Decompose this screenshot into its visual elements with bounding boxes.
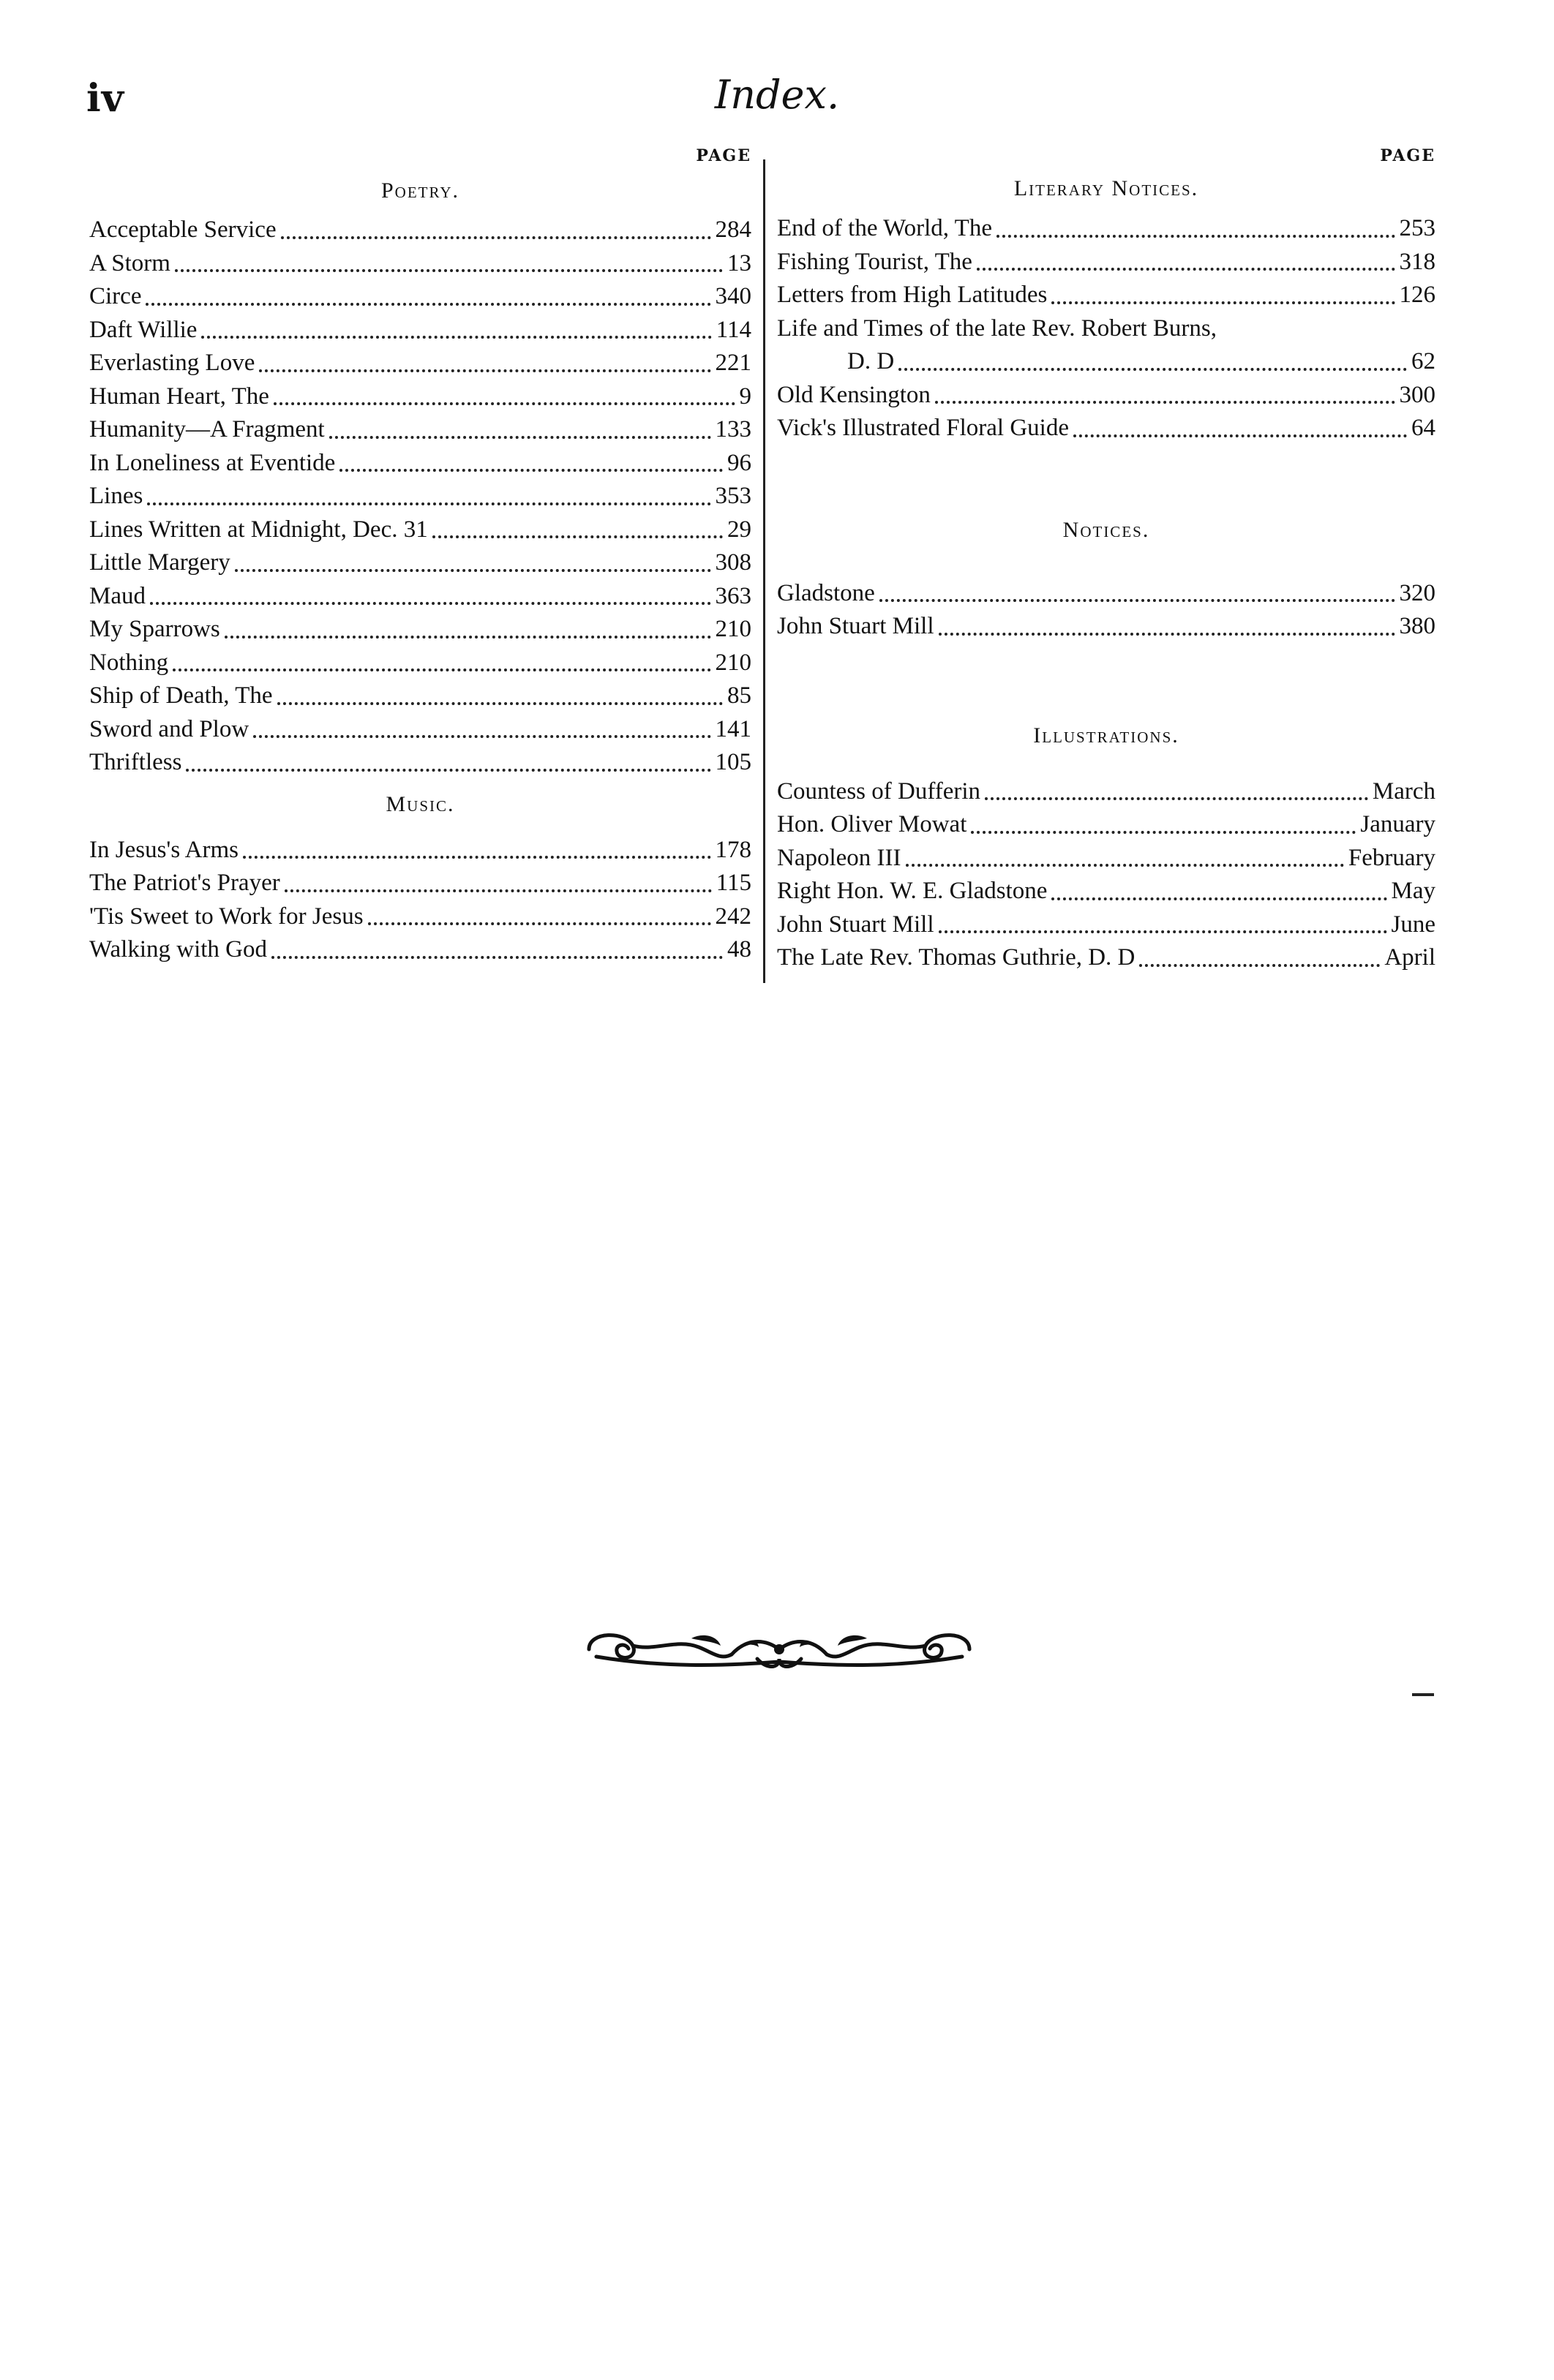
index-entry (777, 908, 1435, 942)
section-title-illustrations: Illustrations. (1033, 723, 1179, 747)
entry-page: April (1384, 944, 1435, 971)
entry-title: Hon. Oliver Mowat (777, 811, 967, 837)
right-column (777, 146, 1435, 975)
dot-leader (259, 369, 710, 372)
dot-leader (898, 368, 1407, 371)
page-column-label: PAGE (696, 146, 751, 165)
index-entry (89, 746, 751, 780)
entry-page: 210 (715, 649, 751, 676)
entry-page: 363 (715, 582, 751, 609)
dot-leader (253, 735, 710, 738)
index-entry (777, 345, 1435, 379)
entry-page: 221 (715, 350, 751, 376)
entry-title: Everlasting Love (89, 350, 255, 376)
dot-leader (939, 930, 1387, 933)
entry-title: Ship of Death, The (89, 682, 273, 709)
entry-page: 353 (715, 483, 751, 509)
entry-page: 178 (715, 836, 751, 863)
page-number: iv (86, 76, 124, 121)
dot-leader (985, 797, 1368, 800)
index-entry (89, 647, 751, 680)
entry-page: 96 (727, 449, 751, 476)
entry-page: 141 (715, 715, 751, 742)
dot-leader (939, 633, 1395, 636)
index-entry (777, 212, 1435, 246)
entry-page: 320 (1399, 579, 1435, 606)
index-entry (777, 379, 1435, 413)
entry-title: My Sparrows (89, 616, 220, 642)
dot-leader (1051, 897, 1386, 900)
dot-leader (150, 602, 711, 605)
entry-page: 115 (716, 870, 751, 896)
dot-leader (1139, 964, 1380, 967)
entry-page: 62 (1411, 348, 1435, 374)
entry-page: 308 (715, 549, 751, 576)
index-entry (777, 279, 1435, 312)
entry-page: May (1391, 878, 1435, 904)
entry-title: Walking with God (89, 936, 267, 963)
index-entry (89, 679, 751, 713)
dot-leader (201, 336, 711, 339)
index-entry (777, 875, 1435, 908)
entry-title: Daft Willie (89, 316, 198, 343)
entry-title: Life and Times of the late Rev. Robert Burns, (777, 315, 1217, 342)
dot-leader (235, 569, 711, 572)
dot-leader (996, 235, 1395, 238)
dot-leader (225, 636, 711, 639)
entry-page: 210 (715, 616, 751, 642)
dot-leader (173, 669, 710, 671)
entry-title: Acceptable Service (89, 216, 277, 243)
index-entry (89, 280, 751, 314)
section-title-notices: Notices. (1062, 517, 1150, 542)
index-entry (89, 380, 751, 414)
index-entry (89, 933, 751, 967)
dot-leader (147, 502, 710, 505)
page-column-label: PAGE (1380, 146, 1435, 165)
index-entry (777, 842, 1435, 875)
index-entry (89, 580, 751, 614)
entry-title: Little Margery (89, 549, 230, 576)
entry-title: Vick's Illustrated Floral Guide (777, 415, 1069, 441)
dot-leader (971, 831, 1356, 834)
entry-title: Humanity—A Fragment (89, 416, 325, 443)
entry-page: June (1391, 911, 1435, 938)
running-head: Index. (714, 72, 840, 118)
index-entry (777, 808, 1435, 842)
section-title-music: Music. (386, 791, 455, 816)
index-entry (89, 413, 751, 447)
dot-leader (146, 303, 710, 306)
literary-notices-list (777, 212, 1435, 445)
dot-leader (368, 922, 711, 925)
index-entry (89, 214, 751, 247)
dot-leader (186, 769, 710, 772)
index-entry (777, 941, 1435, 975)
index-entry (89, 546, 751, 580)
stray-mark (1412, 1693, 1434, 1696)
entry-title: Lines Written at Midnight, Dec. 31 (89, 516, 428, 543)
index-entry (89, 834, 751, 867)
entry-title: The Patriot's Prayer (89, 870, 280, 896)
entry-title: Human Heart, The (89, 383, 269, 410)
left-column (89, 146, 751, 967)
entry-page: 9 (739, 383, 751, 410)
dot-leader (285, 889, 712, 892)
entry-page: 300 (1399, 381, 1435, 408)
entry-page: 380 (1399, 613, 1435, 639)
index-entry (777, 775, 1435, 809)
entry-title: 'Tis Sweet to Work for Jesus (89, 903, 364, 930)
dot-leader (1051, 301, 1395, 304)
entry-title: Lines (89, 483, 143, 509)
entry-title: A Storm (89, 249, 170, 276)
entry-title: Fishing Tourist, The (777, 248, 972, 275)
entry-title: Napoleon III (777, 844, 901, 871)
dot-leader (977, 268, 1395, 271)
dot-leader (274, 402, 735, 405)
scroll-flourish-ornament-icon (574, 1616, 984, 1682)
entry-page: 242 (715, 903, 751, 930)
entry-title: Old Kensington (777, 381, 931, 408)
index-entry (777, 577, 1435, 611)
entry-title: Letters from High Latitudes (777, 282, 1048, 308)
entry-page: 85 (727, 682, 751, 709)
entry-page: 48 (727, 936, 751, 963)
entry-page: 29 (727, 516, 751, 543)
dot-leader (339, 469, 723, 472)
entry-title: Thriftless (89, 749, 182, 775)
entry-page: 105 (715, 749, 751, 775)
dot-leader (906, 864, 1344, 867)
entry-page: 284 (715, 216, 751, 243)
section-title-poetry: Poetry. (380, 178, 460, 203)
dot-leader (243, 856, 711, 859)
entry-page: February (1348, 844, 1435, 871)
column-divider (763, 159, 765, 983)
entry-title: In Jesus's Arms (89, 836, 239, 863)
entry-page: 133 (715, 416, 751, 443)
entry-title: Gladstone (777, 579, 875, 606)
entry-title: Sword and Plow (89, 715, 249, 742)
entry-page: January (1360, 811, 1435, 837)
dot-leader (175, 269, 723, 272)
section-title-literary-notices: Literary Notices. (1013, 176, 1199, 200)
entry-page: 64 (1411, 415, 1435, 441)
entry-page: 318 (1399, 248, 1435, 275)
index-entry (777, 412, 1435, 445)
index-entry (89, 447, 751, 481)
index-entry (777, 312, 1435, 346)
entry-title: In Loneliness at Eventide (89, 449, 336, 476)
index-entry (89, 713, 751, 747)
index-entry (89, 900, 751, 934)
index-entry (89, 247, 751, 281)
entry-title: Countess of Dufferin (777, 777, 981, 805)
entry-page: 126 (1399, 282, 1435, 308)
dot-leader (277, 702, 723, 705)
entry-page: 340 (715, 283, 751, 309)
index-entry (777, 610, 1435, 644)
dot-leader (329, 436, 711, 439)
entry-page: 114 (716, 316, 751, 343)
entry-page: 253 (1399, 215, 1435, 241)
index-entry (89, 347, 751, 380)
entry-page: March (1372, 777, 1435, 805)
notices-list (777, 577, 1435, 644)
dot-leader (879, 599, 1395, 602)
entry-title: Right Hon. W. E. Gladstone (777, 878, 1048, 904)
entry-title: Maud (89, 582, 146, 609)
index-entry (89, 314, 751, 347)
dot-leader (935, 401, 1395, 404)
entry-title: John Stuart Mill (777, 613, 934, 639)
entry-title: The Late Rev. Thomas Guthrie, D. D (777, 944, 1136, 971)
entry-title: Nothing (89, 649, 169, 676)
dot-leader (1073, 434, 1407, 437)
poetry-list (89, 214, 751, 780)
entry-title: Circe (89, 283, 142, 309)
dot-leader (271, 956, 723, 959)
index-entry (89, 513, 751, 547)
index-entry (89, 613, 751, 647)
music-list (89, 834, 751, 967)
entry-title: D. D (847, 348, 895, 374)
index-entry (777, 246, 1435, 279)
index-entry (89, 480, 751, 513)
dot-leader (432, 535, 723, 538)
index-entry (89, 867, 751, 900)
dot-leader (281, 236, 711, 239)
illustrations-list (777, 775, 1435, 975)
entry-title: End of the World, The (777, 215, 992, 241)
entry-page: 13 (727, 249, 751, 276)
entry-title: John Stuart Mill (777, 911, 934, 938)
